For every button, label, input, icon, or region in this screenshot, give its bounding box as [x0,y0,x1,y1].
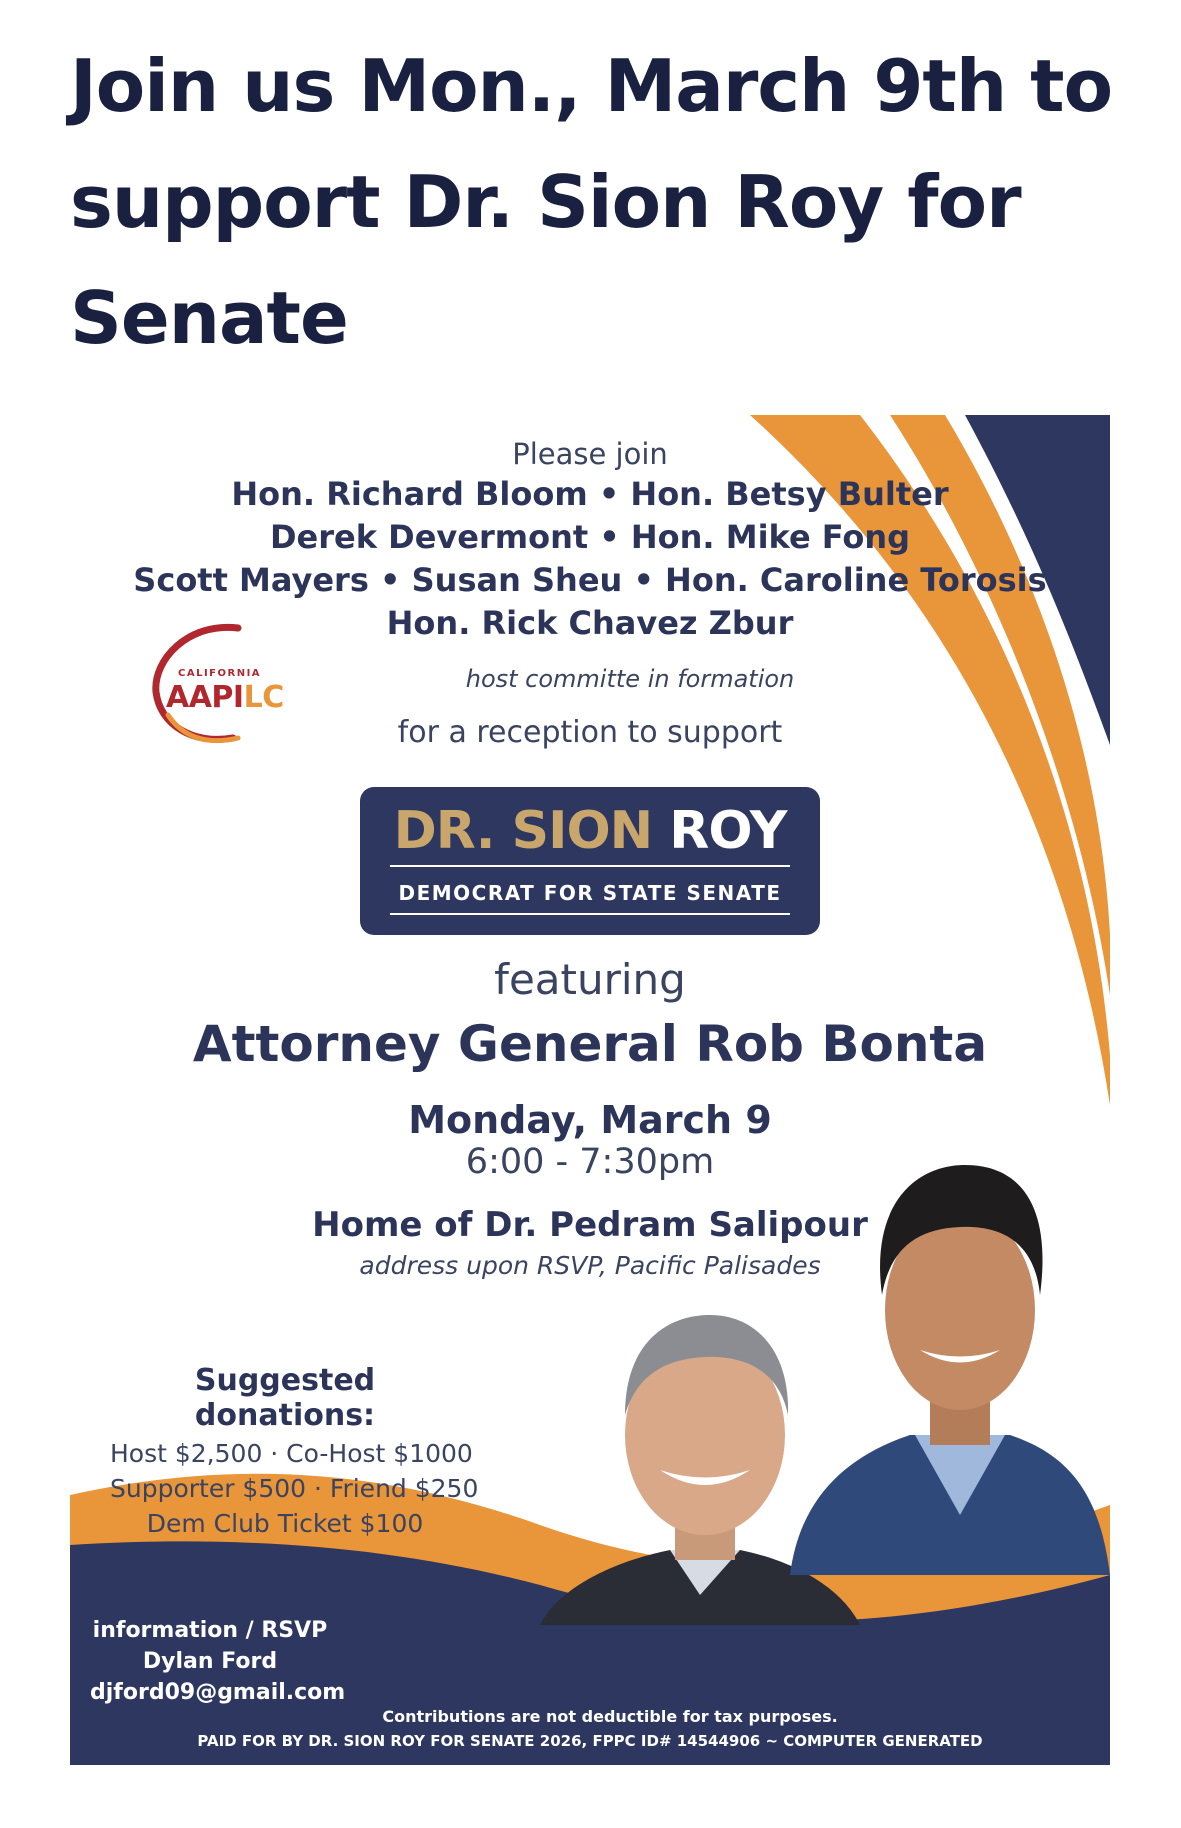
reception-text: for a reception to support [397,715,783,750]
event-date: Monday, March 9 [408,1098,772,1142]
host-line: Derek Devermont • Hon. Mike Fong [269,518,911,556]
suggested-donations [110,1363,479,1538]
host-line: Scott Mayers • Susan Sheu • Hon. Caroline Torosis [133,561,1047,599]
divider [390,913,790,915]
venue-note: address upon RSVP, Pacific Palisades [359,1251,821,1280]
featured-guest: Attorney General Rob Bonta [192,1015,988,1073]
divider [390,865,790,867]
donation-line: Dem Club Ticket $100 [146,1509,424,1538]
tax-disclaimer: Contributions are not deductible for tax purposes. [382,1707,838,1726]
rsvp-info [90,1615,346,1708]
donation-line: Host $2,500 · Co-Host $1000 [110,1439,473,1468]
donations-title: Suggested donations: [194,1363,376,1433]
event-flyer [70,415,1110,1765]
host-committee-note: host committe in formation [465,665,795,693]
candidate-badge [360,787,820,935]
event-venue: Home of Dr. Pedram Salipour [312,1205,868,1245]
article-headline: Join us Mon., March 9th to support Dr. Sion Roy for Senate [70,44,1113,360]
event-time: 6:00 - 7:30pm [465,1142,715,1182]
featuring-label: featuring [494,955,686,1004]
host-line: Hon. Rick Chavez Zbur [386,604,794,642]
logo-small-text: CALIFORNIA [178,668,262,679]
rsvp-contact-name: Dylan Ford [142,1649,278,1674]
paid-for-by: PAID FOR BY DR. SION ROY FOR SENATE 2026, FPPC ID# 14544906 ~ COMPUTER GENERATED [197,1732,983,1750]
candidate-name: DR. SION ROY [393,801,787,861]
rsvp-label: information / RSVP [92,1618,328,1643]
flyer-footer [70,1707,1110,1750]
host-line: Hon. Richard Bloom • Hon. Betsy Bulter [231,475,949,513]
donation-line: Supporter $500 · Friend $250 [110,1474,479,1503]
rsvp-email[interactable]: djford09@gmail.com [90,1680,346,1705]
candidate-photo [790,1135,1110,1575]
intro-text: Please join [512,437,668,471]
logo-main-text: AAPILC [166,680,284,715]
candidate-subtitle: DEMOCRAT FOR STATE SENATE [398,881,782,905]
